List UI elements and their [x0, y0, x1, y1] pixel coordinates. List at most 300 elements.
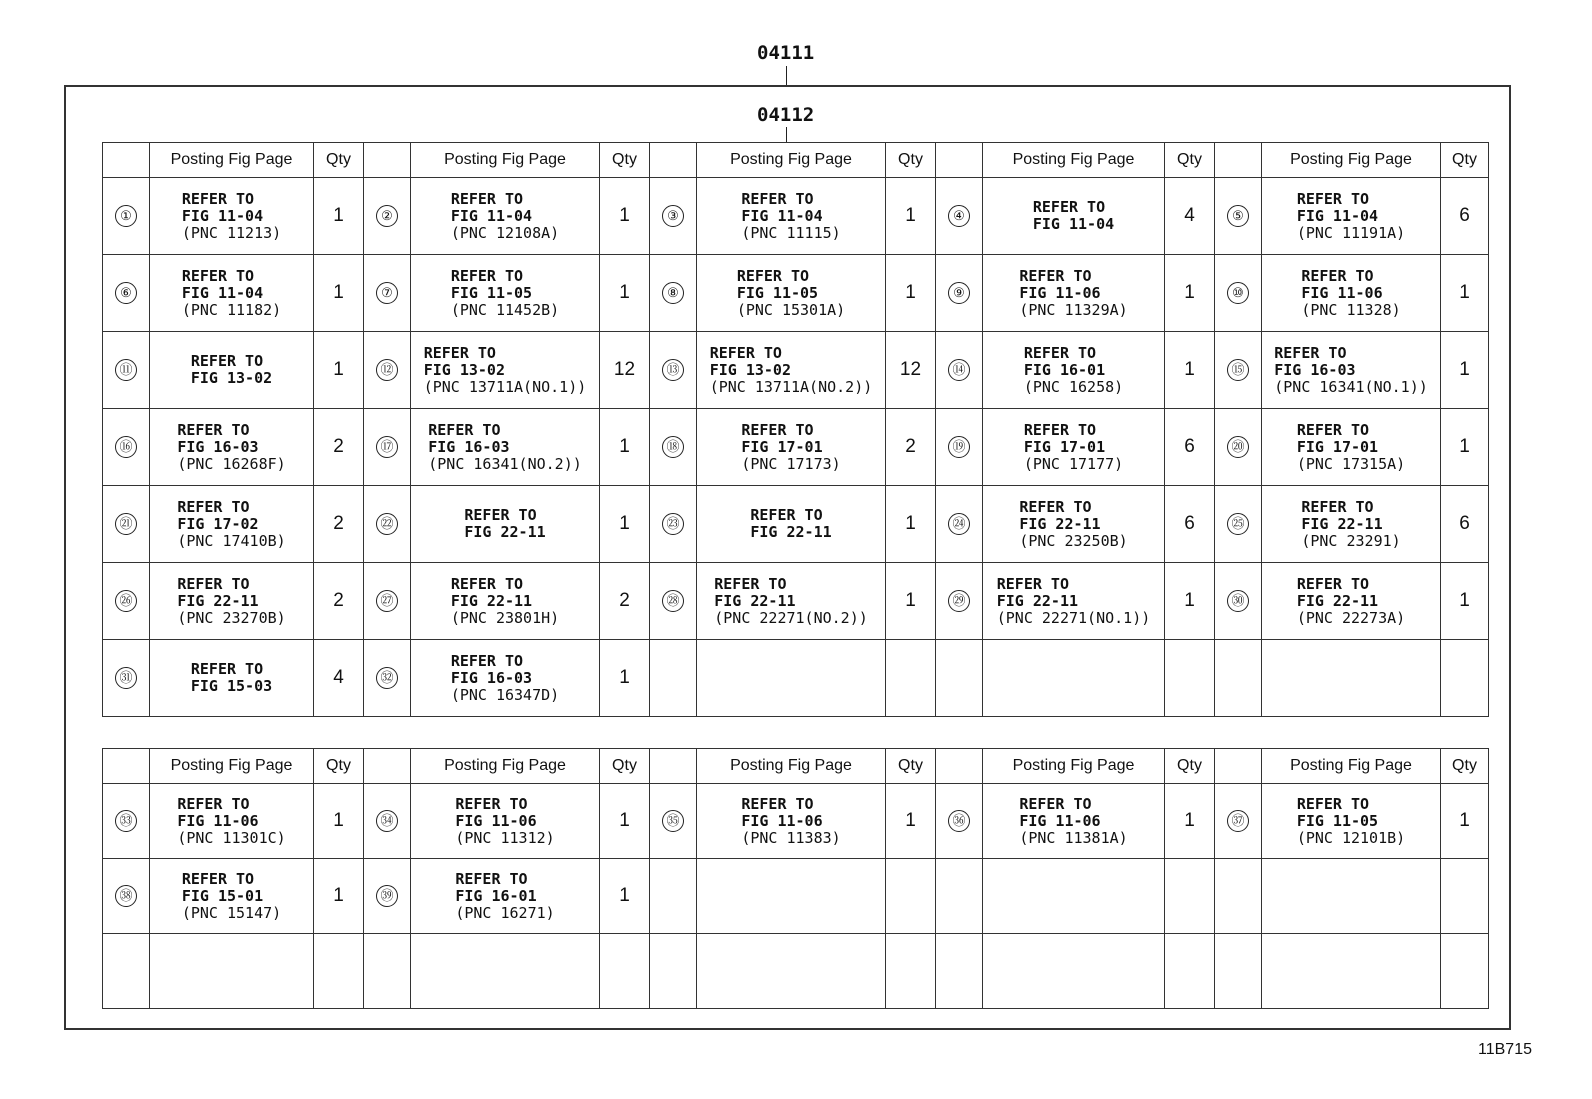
posting-cell	[411, 409, 600, 486]
ref-number-cell	[936, 563, 983, 640]
posting-line: REFER TO	[190, 660, 264, 678]
table-row	[103, 934, 1489, 1009]
qty-value: 1	[1459, 810, 1470, 831]
posting-ref	[177, 796, 285, 847]
posting-line: (PNC 17173)	[741, 454, 841, 473]
posting-cell	[411, 486, 600, 563]
posting-cell	[983, 784, 1165, 859]
posting-line: (PNC 16268F)	[177, 454, 286, 473]
ref-number-cell	[364, 859, 411, 934]
posting-ref	[1274, 345, 1428, 396]
posting-line: REFER TO	[714, 574, 787, 593]
posting-cell	[150, 409, 314, 486]
ref-number: ⑧	[662, 282, 684, 304]
qty-cell	[886, 332, 936, 409]
posting-line: FIG 11-06	[1019, 283, 1101, 302]
ref-number: ⑱	[662, 436, 684, 458]
posting-line: REFER TO	[1296, 574, 1370, 593]
posting-line: (PNC 11213)	[181, 223, 282, 242]
posting-line: REFER TO	[736, 266, 810, 285]
ref-number: ㉓	[662, 513, 684, 535]
posting-ref	[1301, 499, 1400, 550]
ref-number: ⑬	[662, 359, 684, 381]
qty-cell	[1165, 486, 1215, 563]
posting-ref	[1019, 796, 1127, 847]
table-row	[103, 640, 1489, 717]
posting-line: REFER TO	[1019, 497, 1092, 516]
posting-line: (PNC 13711A(NO.2))	[709, 377, 873, 396]
header-blank	[364, 143, 411, 178]
header-blank	[103, 143, 150, 178]
posting-line: REFER TO	[1296, 420, 1370, 439]
posting-cell	[411, 332, 600, 409]
posting-line: FIG 17-01	[741, 437, 823, 456]
qty-value: 1	[619, 436, 630, 457]
ref-number-cell	[103, 859, 150, 934]
qty-value: 4	[1184, 205, 1195, 226]
ref-number: ⑭	[948, 359, 970, 381]
header-page: Posting Fig Page	[1262, 143, 1441, 178]
posting-line: (PNC 12101B)	[1296, 828, 1406, 847]
qty-value: 2	[333, 513, 344, 534]
ref-number: ㉗	[376, 590, 398, 612]
posting-ref	[997, 576, 1151, 627]
posting-line: FIG 16-03	[428, 437, 510, 456]
ref-number: ⑰	[376, 436, 398, 458]
posting-line: (PNC 16271)	[455, 903, 555, 922]
qty-cell	[1441, 784, 1489, 859]
ref-number-cell	[364, 934, 411, 1009]
qty-cell	[1165, 859, 1215, 934]
ref-number: ㊴	[376, 885, 398, 907]
table-row	[103, 859, 1489, 934]
ref-number-cell	[936, 255, 983, 332]
header-qty: Qty	[1441, 143, 1489, 178]
ref-number: ㉔	[948, 513, 970, 535]
header-page: Posting Fig Page	[983, 143, 1165, 178]
posting-line: FIG 22-11	[996, 591, 1079, 610]
ref-number-cell	[650, 934, 697, 1009]
table-row	[103, 332, 1489, 409]
ref-number: ⑲	[948, 436, 970, 458]
ref-number-cell	[364, 255, 411, 332]
posting-line: (PNC 11328)	[1301, 300, 1401, 319]
posting-cell	[983, 859, 1165, 934]
posting-cell	[697, 409, 886, 486]
posting-cell	[983, 486, 1165, 563]
posting-ref	[424, 345, 587, 396]
ref-number-cell	[650, 409, 697, 486]
posting-line: (PNC 12108A)	[450, 223, 560, 242]
posting-line: REFER TO	[1296, 794, 1370, 813]
qty-value: 12	[899, 359, 922, 380]
posting-line: REFER TO	[181, 189, 255, 208]
posting-line: FIG 11-05	[450, 283, 533, 302]
posting-line: FIG 22-11	[714, 591, 796, 610]
posting-line: (PNC 22273A)	[1296, 608, 1406, 627]
qty-value: 1	[619, 667, 630, 688]
header-row	[103, 749, 1489, 784]
qty-value: 1	[333, 885, 344, 906]
qty-value: 12	[613, 359, 636, 380]
posting-line: FIG 11-04	[1032, 215, 1115, 233]
qty-value: 2	[905, 436, 916, 457]
posting-line: (PNC 15301A)	[736, 300, 846, 319]
posting-ref	[455, 796, 554, 847]
posting-line: (PNC 11383)	[741, 828, 841, 847]
posting-ref	[177, 422, 285, 473]
header-qty: Qty	[600, 143, 650, 178]
posting-ref	[428, 422, 582, 473]
qty-cell	[314, 255, 364, 332]
posting-ref	[182, 268, 281, 319]
qty-cell	[600, 859, 650, 934]
qty-value: 1	[333, 359, 344, 380]
posting-line: REFER TO	[181, 266, 255, 285]
posting-cell	[411, 178, 600, 255]
posting-line: REFER TO	[450, 651, 524, 670]
ref-number: ⑳	[1227, 436, 1249, 458]
qty-cell	[600, 486, 650, 563]
qty-value: 6	[1184, 436, 1195, 457]
posting-cell	[1262, 409, 1441, 486]
qty-cell	[314, 859, 364, 934]
inner-callout-label: 04112	[757, 104, 815, 126]
qty-cell	[314, 332, 364, 409]
qty-value: 1	[905, 205, 916, 226]
header-qty: Qty	[886, 143, 936, 178]
posting-line: (PNC 11381A)	[1019, 828, 1128, 847]
qty-value: 1	[619, 885, 630, 906]
ref-number: ㉚	[1227, 590, 1249, 612]
posting-line: FIG 22-11	[464, 523, 546, 541]
ref-number-cell	[364, 332, 411, 409]
posting-ref	[1024, 422, 1123, 473]
posting-line: REFER TO	[1274, 343, 1347, 362]
qty-cell	[1165, 563, 1215, 640]
header-page: Posting Fig Page	[411, 749, 600, 784]
posting-cell	[697, 563, 886, 640]
posting-line: REFER TO	[450, 574, 524, 593]
qty-cell	[600, 409, 650, 486]
ref-number-cell	[1215, 486, 1262, 563]
ref-number: ⑯	[115, 436, 137, 458]
qty-cell	[886, 859, 936, 934]
posting-line: REFER TO	[1301, 497, 1374, 516]
qty-cell	[1165, 640, 1215, 717]
ref-number: ㊱	[948, 810, 970, 832]
posting-line: REFER TO	[455, 869, 528, 888]
posting-line: REFER TO	[750, 506, 823, 524]
header-page: Posting Fig Page	[697, 749, 886, 784]
posting-ref	[451, 653, 559, 704]
header-blank	[936, 143, 983, 178]
qty-cell	[600, 563, 650, 640]
posting-cell	[983, 409, 1165, 486]
qty-cell	[1441, 178, 1489, 255]
posting-cell	[1262, 859, 1441, 934]
ref-number-cell	[936, 332, 983, 409]
posting-line: FIG 22-11	[1296, 591, 1379, 610]
qty-value: 1	[1184, 282, 1195, 303]
ref-number-cell	[364, 784, 411, 859]
posting-line: FIG 16-03	[450, 668, 533, 687]
ref-number-cell	[1215, 178, 1262, 255]
table-row	[103, 486, 1489, 563]
qty-cell	[600, 332, 650, 409]
ref-number-cell	[364, 640, 411, 717]
ref-number-cell	[103, 409, 150, 486]
posting-line: FIG 16-03	[177, 437, 259, 456]
header-page: Posting Fig Page	[150, 749, 314, 784]
qty-cell	[1441, 409, 1489, 486]
posting-line: (PNC 22271(NO.2))	[714, 608, 868, 627]
posting-line: REFER TO	[450, 266, 524, 285]
qty-value: 6	[1459, 205, 1470, 226]
posting-cell	[1262, 784, 1441, 859]
posting-ref	[714, 576, 868, 627]
qty-value: 1	[1459, 282, 1470, 303]
posting-line: (PNC 22271(NO.1))	[996, 608, 1151, 627]
ref-number: ㉛	[115, 667, 137, 689]
qty-cell	[886, 934, 936, 1009]
posting-cell	[697, 784, 886, 859]
posting-line: REFER TO	[1023, 343, 1097, 362]
posting-ref	[1301, 268, 1400, 319]
posting-line: (PNC 23291)	[1301, 531, 1401, 550]
posting-ref	[1297, 422, 1405, 473]
posting-line: REFER TO	[996, 574, 1069, 593]
header-qty: Qty	[886, 749, 936, 784]
posting-cell	[983, 255, 1165, 332]
ref-number-cell	[103, 178, 150, 255]
posting-cell	[697, 486, 886, 563]
header-blank	[650, 143, 697, 178]
qty-cell	[600, 640, 650, 717]
ref-number: ④	[948, 205, 970, 227]
posting-line: REFER TO	[1019, 266, 1092, 285]
posting-line: FIG 11-06	[177, 811, 259, 830]
outer-callout-label: 04111	[757, 42, 815, 64]
header-blank	[650, 749, 697, 784]
qty-cell	[1165, 178, 1215, 255]
posting-line: REFER TO	[1023, 420, 1097, 439]
posting-line: FIG 22-11	[450, 591, 533, 610]
ref-number: ㉖	[115, 590, 137, 612]
qty-value: 1	[905, 282, 916, 303]
posting-cell	[983, 640, 1165, 717]
posting-cell	[150, 784, 314, 859]
ref-number-cell	[1215, 409, 1262, 486]
posting-line: FIG 11-04	[181, 206, 264, 225]
qty-cell	[1441, 640, 1489, 717]
table-row	[103, 563, 1489, 640]
posting-line: FIG 11-06	[1301, 283, 1383, 302]
posting-cell	[983, 934, 1165, 1009]
posting-line: FIG 16-01	[1023, 360, 1106, 379]
posting-line: FIG 22-11	[750, 523, 832, 541]
qty-value: 6	[1184, 513, 1195, 534]
qty-value: 6	[1459, 513, 1470, 534]
ref-number-cell	[936, 409, 983, 486]
posting-line: FIG 16-01	[455, 886, 537, 905]
posting-cell	[411, 563, 600, 640]
figure-code: 11B715	[1478, 1041, 1532, 1058]
posting-line: (PNC 11329A)	[1019, 300, 1128, 319]
qty-cell	[886, 255, 936, 332]
posting-cell	[983, 563, 1165, 640]
ref-number-cell	[650, 255, 697, 332]
ref-number-cell	[103, 640, 150, 717]
header-qty: Qty	[600, 749, 650, 784]
qty-cell	[1165, 934, 1215, 1009]
posting-line: REFER TO	[741, 794, 814, 813]
posting-ref	[737, 268, 845, 319]
posting-line: REFER TO	[450, 189, 524, 208]
ref-number-cell	[103, 255, 150, 332]
posting-ref	[710, 345, 873, 396]
header-blank	[1215, 143, 1262, 178]
posting-cell	[411, 934, 600, 1009]
ref-number-cell	[1215, 784, 1262, 859]
posting-line: FIG 11-04	[741, 206, 823, 225]
qty-value: 1	[1184, 590, 1195, 611]
posting-ref	[741, 191, 840, 242]
qty-cell	[314, 784, 364, 859]
qty-value: 2	[619, 590, 630, 611]
posting-line: FIG 22-11	[1301, 514, 1383, 533]
posting-line: (PNC 16347D)	[450, 685, 560, 704]
table-row	[103, 255, 1489, 332]
qty-cell	[1441, 859, 1489, 934]
posting-ref	[741, 796, 840, 847]
posting-line: (PNC 11115)	[741, 223, 841, 242]
ref-number-cell	[1215, 640, 1262, 717]
posting-cell	[1262, 486, 1441, 563]
posting-line: REFER TO	[1019, 794, 1092, 813]
header-blank	[364, 749, 411, 784]
ref-number-cell	[650, 332, 697, 409]
posting-line: REFER TO	[709, 343, 782, 362]
ref-number: ㉕	[1227, 513, 1249, 535]
qty-cell	[1165, 332, 1215, 409]
ref-number-cell	[364, 563, 411, 640]
posting-line: FIG 15-03	[190, 677, 273, 695]
posting-line: FIG 13-02	[190, 369, 273, 387]
qty-cell	[1441, 255, 1489, 332]
ref-number: ⑮	[1227, 359, 1249, 381]
posting-line: (PNC 23801H)	[450, 608, 560, 627]
ref-number-cell	[1215, 255, 1262, 332]
ref-number-cell	[936, 486, 983, 563]
posting-line: (PNC 16341(NO.1))	[1274, 377, 1428, 396]
posting-ref	[464, 507, 545, 541]
posting-line: (PNC 11182)	[181, 300, 282, 319]
posting-cell	[1262, 640, 1441, 717]
ref-number: ③	[662, 205, 684, 227]
posting-ref	[455, 871, 554, 922]
qty-cell	[886, 784, 936, 859]
posting-ref	[191, 353, 272, 387]
parts-table-2	[102, 748, 1489, 1009]
header-qty: Qty	[1441, 749, 1489, 784]
posting-cell	[411, 255, 600, 332]
posting-cell	[1262, 178, 1441, 255]
ref-number-cell	[936, 178, 983, 255]
outer-callout-line	[786, 66, 787, 85]
posting-line: REFER TO	[177, 497, 250, 516]
qty-cell	[314, 409, 364, 486]
posting-ref	[191, 661, 272, 695]
header-page: Posting Fig Page	[983, 749, 1165, 784]
ref-number: ㉘	[662, 590, 684, 612]
qty-value: 1	[1459, 359, 1470, 380]
ref-number: ⑪	[115, 359, 137, 381]
posting-cell	[1262, 934, 1441, 1009]
posting-line: FIG 11-05	[736, 283, 819, 302]
ref-number-cell	[936, 859, 983, 934]
posting-line: (PNC 11452B)	[450, 300, 560, 319]
ref-number-cell	[1215, 859, 1262, 934]
ref-number: ㉒	[376, 513, 398, 535]
posting-line: REFER TO	[741, 420, 814, 439]
parts-table-1	[102, 142, 1489, 717]
ref-number: ⑥	[115, 282, 137, 304]
posting-line: REFER TO	[428, 420, 501, 439]
posting-line: REFER TO	[1301, 266, 1374, 285]
posting-ref	[741, 422, 840, 473]
qty-cell	[1165, 409, 1215, 486]
ref-number-cell	[1215, 563, 1262, 640]
posting-line: FIG 11-04	[450, 206, 533, 225]
posting-cell	[150, 563, 314, 640]
posting-cell	[150, 640, 314, 717]
ref-number: ⑨	[948, 282, 970, 304]
qty-cell	[886, 640, 936, 717]
posting-line: REFER TO	[741, 189, 814, 208]
qty-cell	[314, 563, 364, 640]
header-page: Posting Fig Page	[150, 143, 314, 178]
ref-number: ①	[115, 205, 137, 227]
ref-number: ⑤	[1227, 205, 1249, 227]
header-page: Posting Fig Page	[411, 143, 600, 178]
qty-cell	[314, 934, 364, 1009]
posting-cell	[1262, 332, 1441, 409]
ref-number: ②	[376, 205, 398, 227]
ref-number: ㊳	[115, 885, 137, 907]
posting-line: FIG 11-04	[181, 283, 264, 302]
posting-cell	[150, 255, 314, 332]
qty-cell	[1441, 486, 1489, 563]
qty-value: 1	[905, 810, 916, 831]
ref-number-cell	[103, 934, 150, 1009]
posting-ref	[451, 576, 559, 627]
posting-ref	[1297, 796, 1405, 847]
posting-line: (PNC 11301C)	[177, 828, 286, 847]
posting-ref	[182, 191, 281, 242]
posting-ref	[1019, 499, 1127, 550]
header-blank	[936, 749, 983, 784]
posting-cell	[150, 934, 314, 1009]
posting-line: REFER TO	[1032, 198, 1106, 216]
posting-ref	[182, 871, 281, 922]
qty-value: 1	[333, 810, 344, 831]
qty-cell	[314, 640, 364, 717]
qty-value: 1	[619, 513, 630, 534]
qty-value: 1	[333, 282, 344, 303]
header-qty: Qty	[314, 143, 364, 178]
posting-ref	[1024, 345, 1123, 396]
